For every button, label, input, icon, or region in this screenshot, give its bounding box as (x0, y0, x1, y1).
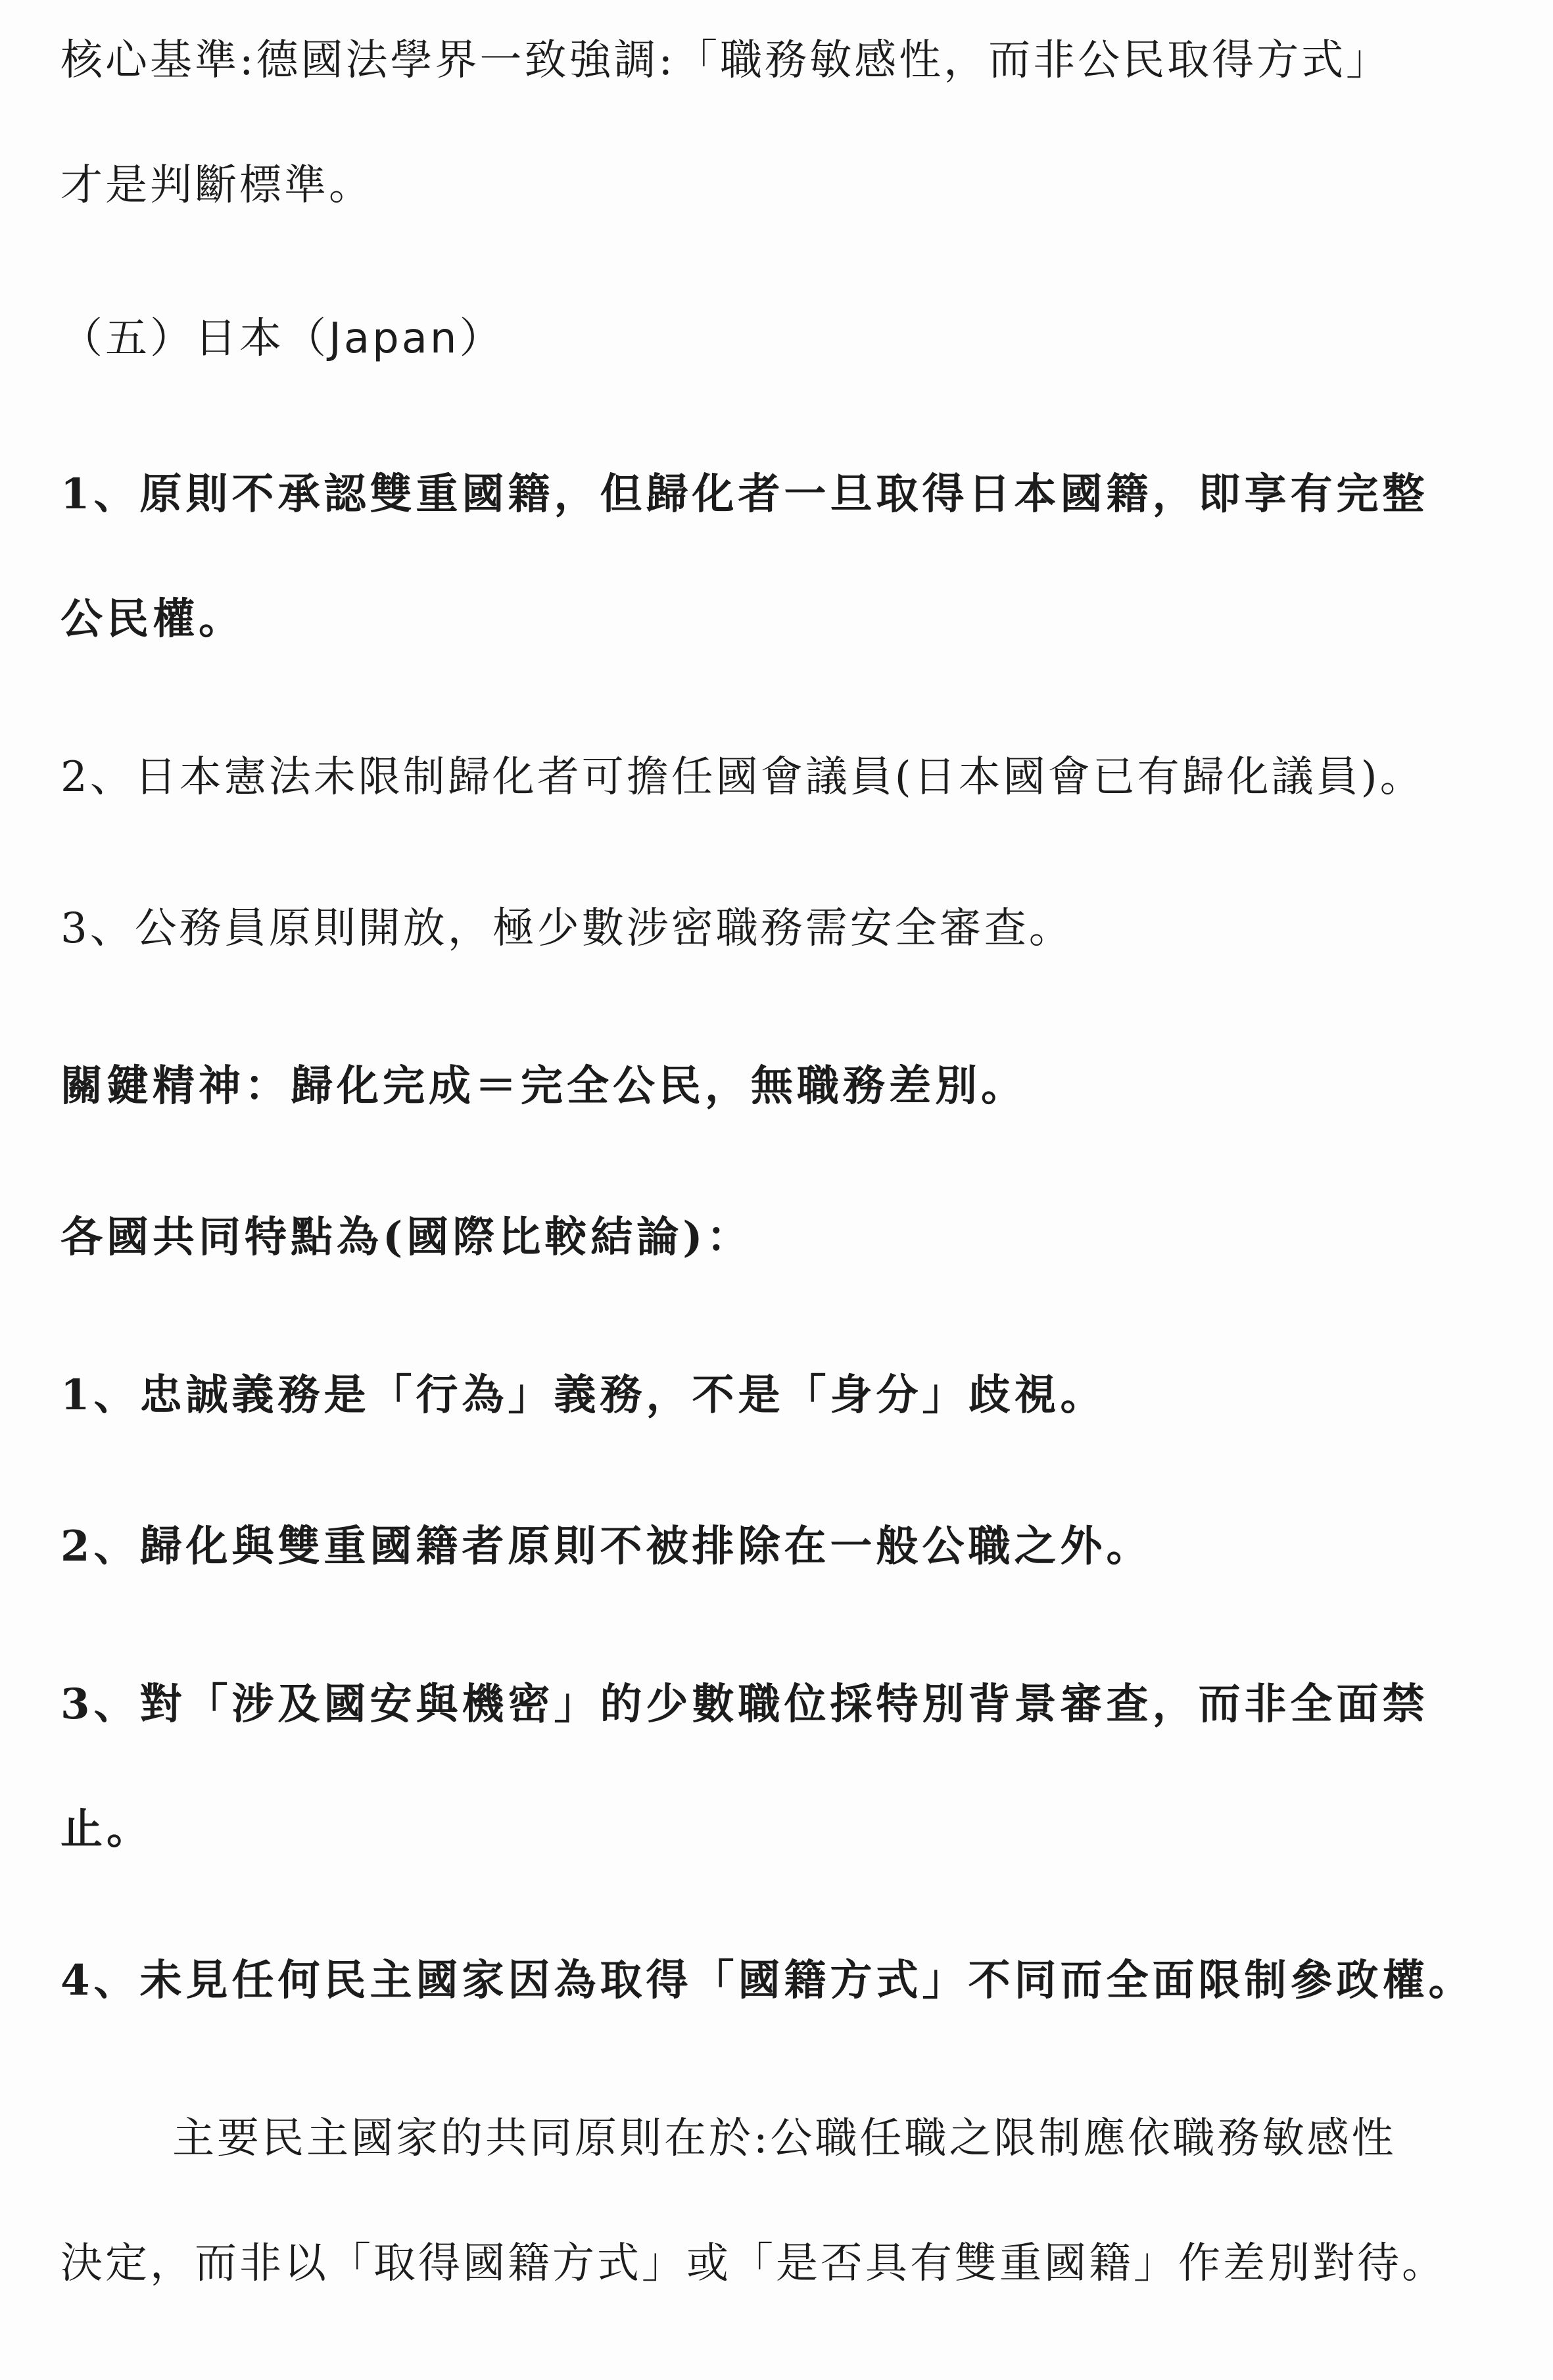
text-line-german-core-standard-cont: 才是判斷標準。 (60, 161, 373, 210)
section-heading-japan: （五）日本（Japan） (60, 314, 504, 363)
common-feature-1: 1、忠誠義務是「行為」義務，不是「身分」歧視。 (60, 1371, 1107, 1420)
japan-point-1: 1、原則不承認雙重國籍，但歸化者一旦取得日本國籍，即享有完整 (60, 470, 1429, 519)
japan-key-spirit: 關鍵精神：歸化完成＝完全公民，無職務差別。 (60, 1061, 1027, 1111)
common-feature-3-cont: 止。 (60, 1805, 153, 1854)
conclusion-paragraph: 主要民主國家的共同原則在於:公職任職之限制應依職務敏感性 (172, 2114, 1397, 2163)
japan-point-2: 2、日本憲法未限制歸化者可擔任國會議員(日本國會已有歸化議員)。 (60, 753, 1425, 802)
conclusion-paragraph-cont: 決定，而非以「取得國籍方式」或「是否具有雙重國籍」作差別對待。 (60, 2239, 1446, 2288)
japan-point-1-cont: 公民權。 (60, 595, 245, 644)
common-features-heading: 各國共同特點為(國際比較結論)： (60, 1213, 753, 1262)
japan-point-3: 3、公務員原則開放，極少數涉密職務需安全審查。 (60, 904, 1074, 953)
text-line-german-core-standard: 核心基準:德國法學界一致強調:「職務敏感性，而非公民取得方式」 (60, 36, 1391, 85)
common-feature-4: 4、未見任何民主國家因為取得「國籍方式」不同而全面限制參政權。 (60, 1956, 1475, 2005)
common-feature-2: 2、歸化與雙重國籍者原則不被排除在一般公職之外。 (60, 1522, 1153, 1571)
common-feature-3: 3、對「涉及國安與機密」的少數職位採特別背景審查，而非全面禁 (60, 1680, 1429, 1729)
